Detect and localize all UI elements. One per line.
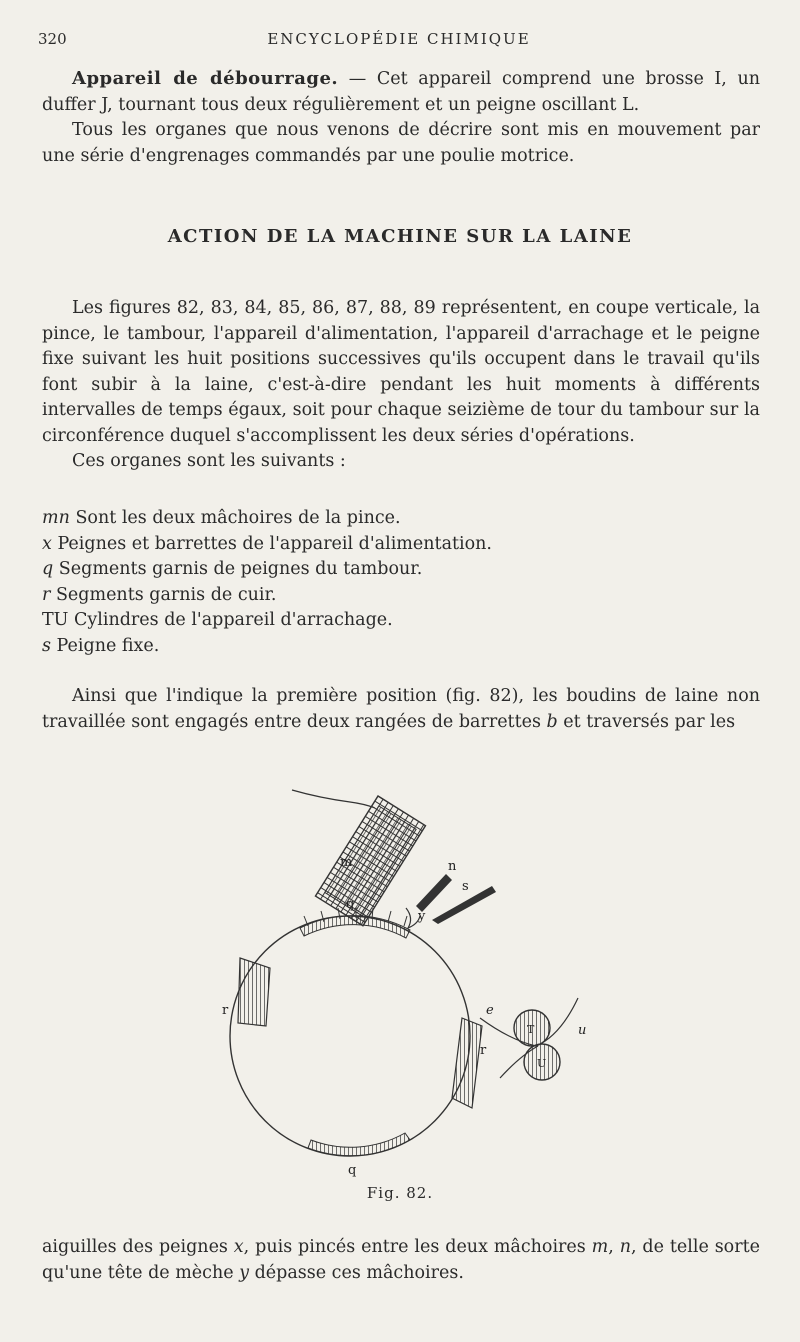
closing-block bbox=[42, 1235, 760, 1286]
figure-caption: Fig. 82. bbox=[366, 1184, 434, 1202]
legend-symbol: mn bbox=[42, 508, 70, 528]
legend-item bbox=[42, 583, 492, 609]
label-m: m bbox=[340, 855, 353, 870]
running-head bbox=[38, 30, 760, 52]
label-q-bottom: q bbox=[348, 1163, 357, 1178]
p4-text-3: , bbox=[608, 1237, 620, 1257]
intro-lead: Appareil de débourrage. bbox=[72, 68, 339, 89]
legend-item bbox=[42, 634, 492, 660]
intro-block bbox=[42, 66, 760, 169]
body-paragraph-2: Ces organes sont les suivants : bbox=[72, 451, 346, 471]
legend-item bbox=[42, 506, 492, 532]
page-number: 320 bbox=[38, 30, 67, 48]
segment-q-bottom bbox=[308, 1133, 410, 1156]
wool-strand bbox=[292, 790, 375, 808]
legend-symbol: q bbox=[42, 559, 54, 579]
legend-text: Segments garnis de peignes du tambour. bbox=[53, 559, 423, 579]
drum bbox=[230, 916, 470, 1156]
legend-item bbox=[42, 532, 492, 558]
p4-symbol-n: n bbox=[619, 1237, 631, 1257]
p3-text: Ainsi que l'indique la première position (fig. 82), les boudins de laine non travaillée sont engagés entre deux rangées de barrettes bbox=[42, 686, 760, 732]
jaw-n bbox=[416, 874, 452, 912]
label-r-left: r bbox=[222, 1003, 229, 1018]
body-paragraph-3 bbox=[42, 684, 760, 735]
legend-text: Peignes et barrettes de l'appareil d'alimentation. bbox=[51, 533, 492, 554]
closing-paragraph bbox=[42, 1235, 760, 1286]
intro-paragraph bbox=[42, 66, 760, 118]
pincer-jaws bbox=[315, 796, 425, 926]
intro-sentence: — Cet appareil comprend une brosse I, un duffer J, tournant tous deux régulièrement et un peigne oscillant L. bbox=[42, 69, 760, 115]
legend-text: Peigne fixe. bbox=[50, 635, 160, 656]
figure-82-diagram bbox=[200, 778, 620, 1188]
p3-symbol-b: b bbox=[546, 711, 558, 732]
running-title: ENCYCLOPÉDIE CHIMIQUE bbox=[267, 30, 531, 48]
p3-text-end: et traversés par les bbox=[557, 711, 736, 732]
legend-text: Sont les deux mâchoires de la pince. bbox=[69, 508, 401, 528]
legend-symbol: s bbox=[42, 635, 51, 656]
label-s: s bbox=[462, 879, 469, 894]
section-title: ACTION DE LA MACHINE SUR LA LAINE bbox=[167, 226, 633, 247]
legend-text: Cylindres de l'appareil d'arrachage. bbox=[68, 610, 393, 630]
legend-item bbox=[42, 557, 492, 583]
body-block bbox=[42, 296, 760, 475]
legend-item bbox=[42, 608, 492, 634]
p4-symbol-m: m bbox=[591, 1237, 609, 1257]
label-n: n bbox=[448, 859, 457, 874]
body-block-2 bbox=[42, 684, 760, 735]
legend-symbol: r bbox=[42, 584, 51, 605]
p4-text-1: aiguilles des peignes bbox=[42, 1237, 234, 1257]
p4-text-2: , puis pincés entre les deux mâchoires bbox=[243, 1237, 592, 1257]
segment-r-right bbox=[452, 1018, 482, 1108]
legend-text: Segments garnis de cuir. bbox=[50, 584, 277, 605]
label-r-right: r bbox=[480, 1043, 487, 1058]
label-U: U bbox=[537, 1057, 547, 1070]
intro-paragraph-2: Tous les organes que nous venons de décrire sont mis en mouvement par une série d'engrenages commandés par une poulie motrice. bbox=[42, 120, 760, 166]
label-T: T bbox=[527, 1023, 535, 1036]
label-e: e bbox=[486, 1003, 494, 1018]
legend-symbol: x bbox=[42, 533, 52, 554]
p4-text-4: , de telle sorte qu'une tête de mèche bbox=[42, 1237, 760, 1283]
p4-symbol-y: y bbox=[239, 1262, 250, 1283]
organ-legend bbox=[42, 506, 492, 659]
label-u: u bbox=[578, 1023, 587, 1038]
label-y: y bbox=[418, 909, 426, 924]
p4-text-5: dépasse ces mâchoires. bbox=[249, 1262, 464, 1283]
legend-symbol: TU bbox=[42, 610, 69, 630]
p4-symbol-x: x bbox=[233, 1237, 244, 1257]
body-paragraph-1: Les figures 82, 83, 84, 85, 86, 87, 88, 89 représentent, en coupe verticale, la pince, le tambour, l'appareil d'alimentation, l'appareil d'arrachage et le peigne fixe suivant les huit positions successives qu'ils occupent dans le travail qu'ils font subir à la laine, c'est-à-dire pendant les huit moments à différents intervalles de temps égaux, soit pour chaque seizième de tour du tambour sur la circonférence duquel s'accomplissent les deux séries d'opérations. bbox=[42, 298, 760, 446]
segment-r-left bbox=[238, 958, 270, 1026]
label-q-top: q bbox=[346, 897, 355, 912]
